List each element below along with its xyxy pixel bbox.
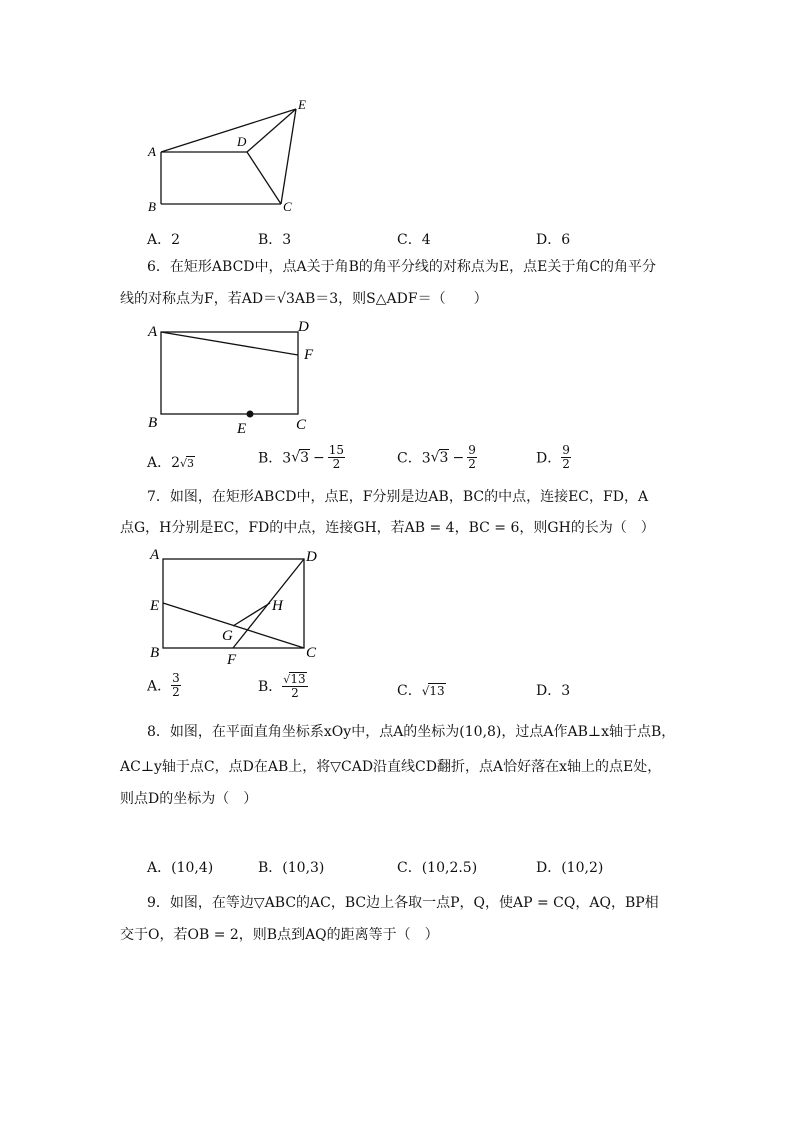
q5-option-a[interactable]: A．2	[147, 232, 181, 248]
q6-option-b[interactable]: B．3√3 − $\frac{15}{2}$	[258, 443, 345, 471]
q7-option-d[interactable]: D．3	[536, 683, 571, 699]
q5-label-c: C	[283, 199, 292, 214]
q7-option-c-prefix: C．	[397, 683, 422, 699]
q7-option-c-radicand: 13	[429, 684, 445, 698]
q6-option-d[interactable]	[536, 444, 571, 471]
q6-option-b-denominator: 2	[332, 457, 341, 471]
q7-option-b-denominator: 2	[291, 686, 299, 700]
q8-stem-line3: 则点D的坐标为（ ）	[120, 791, 258, 807]
q7-label-b: B	[150, 645, 160, 661]
q6-option-d-numerator: 9	[562, 443, 570, 457]
q6-label-f: F	[304, 347, 314, 363]
q6-figure	[140, 315, 330, 440]
q7-option-a-numerator: 3	[172, 671, 180, 685]
q8-option-c[interactable]: C．(10,2.5)	[397, 860, 478, 876]
q6-point-e	[247, 411, 254, 418]
q7-option-a-prefix: A．	[147, 678, 172, 695]
q6-option-b-radicand: 3	[300, 450, 310, 466]
q5-label-d: D	[237, 134, 247, 149]
q5-label-e: E	[298, 97, 306, 112]
q7-label-f: F	[227, 652, 237, 668]
q6-option-c-denominator: 2	[468, 457, 476, 471]
q6-option-b-numerator: 15	[328, 443, 345, 457]
q7-label-a: A	[150, 547, 160, 563]
q6-option-a[interactable]: A．2√3	[147, 455, 195, 471]
q7-stem-line2: 点G，H分别是EC，FD的中点，连接GH，若AB = 4，BC = 6，则GH的长为（ ）	[120, 520, 655, 536]
q6-option-a-radicand: 3	[187, 457, 195, 470]
q6-label-b: B	[148, 415, 158, 431]
q6-label-a: A	[148, 324, 158, 340]
q6-option-d-prefix: D．	[536, 450, 562, 467]
q6-stem-line2: 线的对称点为F，若AD＝√3AB＝3，则S△ADF＝（ ）	[120, 291, 488, 307]
q8-stem-line1: 8．如图，在平面直角坐标系xOy中，点A的坐标为(10,8)，过点A作AB⊥x轴于点B，	[147, 724, 676, 740]
q5-label-b: B	[148, 199, 156, 214]
q5-option-d[interactable]: D．6	[536, 232, 571, 248]
q6-option-b-minus: −	[313, 449, 325, 466]
q6-option-c[interactable]: C．3√3 − $\frac{9}{2}$	[397, 443, 476, 471]
q8-stem-line2: AC⊥y轴于点C，点D在AB上，将▽CAD沿直线CD翻折，点A恰好落在x轴上的点E处，	[120, 759, 662, 775]
q6-option-c-minus: −	[452, 449, 465, 466]
q7-label-g: G	[222, 628, 233, 644]
q8-option-d[interactable]: D．(10,2)	[536, 860, 604, 876]
q6-option-a-prefix: A．2	[147, 455, 181, 471]
q5-option-b[interactable]: B．3	[258, 232, 292, 248]
q9-stem-line1: 9．如图，在等边▽ABC的AC，BC边上各取一点P，Q，使AP = CQ，AQ，BP相	[147, 895, 659, 911]
q7-label-c: C	[306, 645, 317, 661]
q6-option-c-radicand: 3	[439, 450, 449, 466]
q5-option-c[interactable]: C．4	[397, 232, 431, 248]
q7-label-e: E	[150, 598, 160, 614]
q7-option-a[interactable]	[147, 672, 181, 699]
q7-stem-line1: 7．如图，在矩形ABCD中，点E，F分别是边AB，BC的中点，连接EC，FD，A	[147, 489, 649, 505]
q6-option-c-prefix: C．3	[397, 450, 431, 467]
q7-label-d: D	[306, 549, 317, 565]
q7-label-h: H	[272, 598, 283, 614]
q5-figure	[140, 95, 320, 220]
q6-option-d-denominator: 2	[562, 457, 570, 471]
q8-option-a[interactable]: A．(10,4)	[147, 860, 214, 876]
q7-option-b[interactable]: B． $\frac{√13}{2}$	[258, 672, 306, 700]
q7-option-b-prefix: B．	[258, 679, 283, 695]
q6-option-c-numerator: 9	[468, 443, 476, 457]
q7-figure	[140, 543, 330, 670]
q5-label-a: A	[148, 144, 156, 159]
q6-stem-line1: 6．在矩形ABCD中，点A关于角B的角平分线的对称点为E，点E关于角C的角平分	[147, 259, 657, 275]
q6-label-e: E	[237, 421, 247, 437]
q9-stem-line2: 交于O，若OB = 2，则B点到AQ的距离等于（ ）	[120, 927, 439, 943]
q6-option-b-prefix: B．3	[258, 450, 292, 467]
q7-option-c[interactable]: C．√13	[397, 683, 445, 699]
q6-label-c: C	[296, 417, 307, 433]
q7-option-b-numerator-radicand: 13	[290, 672, 306, 686]
q6-label-d: D	[298, 319, 309, 335]
q7-option-a-denominator: 2	[172, 685, 180, 699]
q8-option-b[interactable]: B．(10,3)	[258, 860, 325, 876]
